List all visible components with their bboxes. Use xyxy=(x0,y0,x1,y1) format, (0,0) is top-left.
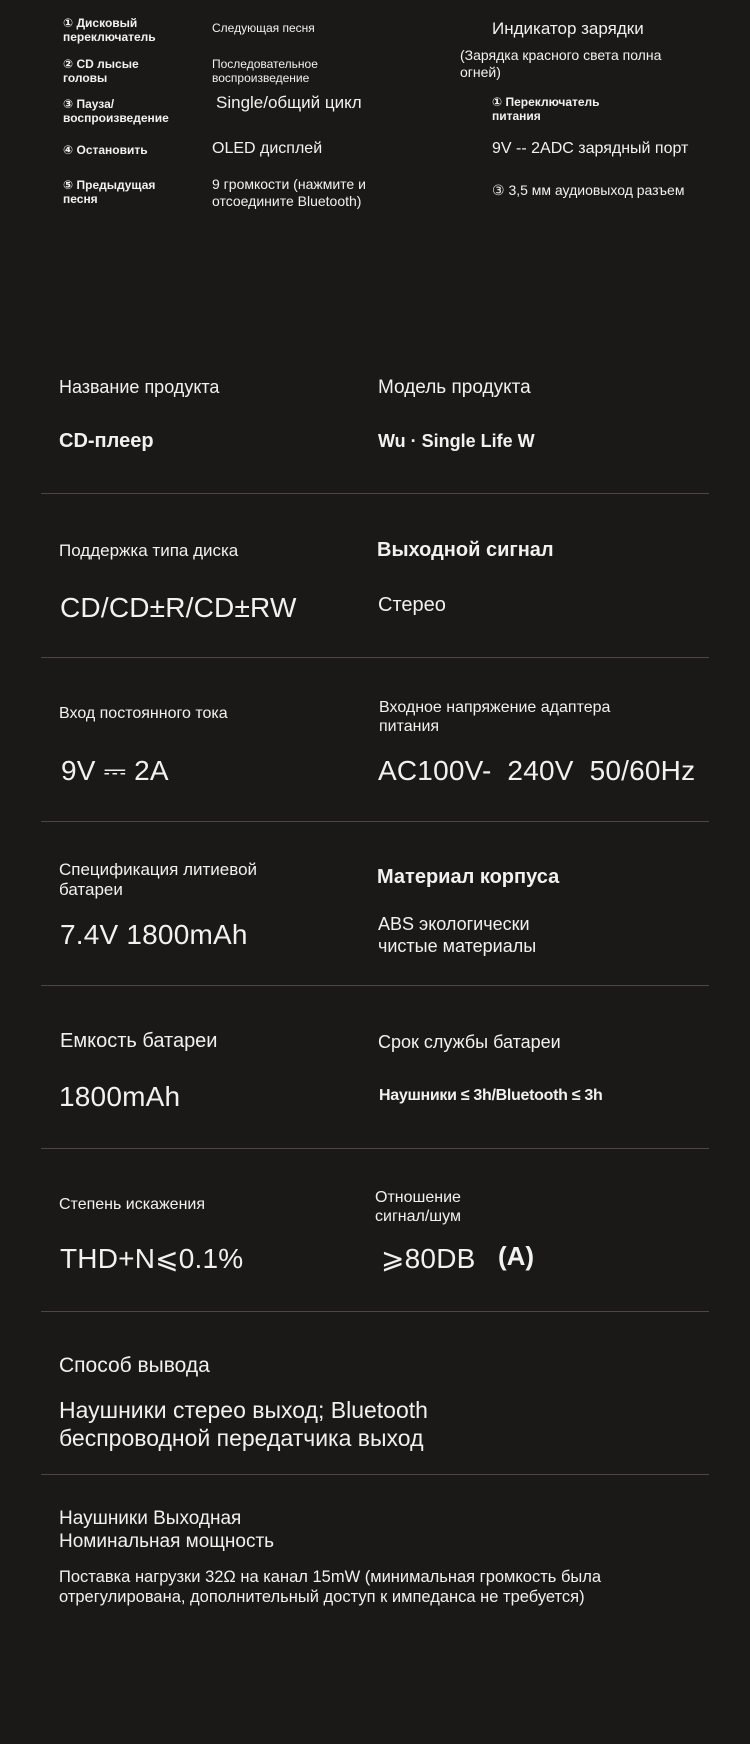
legend-item-oled-display: OLED дисплей xyxy=(212,140,323,157)
legend-item-volume: 9 громкости (нажмите и отсоедините Bluetooth) xyxy=(212,176,366,209)
legend-item-charge-note: (Зарядка красного света полна огней) xyxy=(460,47,662,80)
output-signal-value: Стерео xyxy=(378,594,446,616)
model-label: Модель продукта xyxy=(378,377,531,398)
dc-input-label: Вход постоянного тока xyxy=(59,705,228,722)
output-method-value: Наушники стерео выход; Bluetooth беспроводной передатчика выход xyxy=(59,1397,428,1452)
legend-item-audio-out: ③ 3,5 мм аудиовыход разъем xyxy=(492,182,685,198)
legend-item-sequential-play: Последовательное воспроизведение xyxy=(212,57,318,86)
divider xyxy=(41,1148,709,1149)
divider xyxy=(41,657,709,658)
snr-badge: (A) xyxy=(498,1241,535,1271)
battery-life-value: Наушники ≤ 3h/Bluetooth ≤ 3h xyxy=(379,1087,603,1104)
legend-item-previous-song: ⑤ Предыдущая песня xyxy=(63,178,156,207)
battery-life-label: Срок службы батареи xyxy=(378,1032,561,1052)
divider xyxy=(41,985,709,986)
distortion-label: Степень искажения xyxy=(59,1196,206,1213)
model-value: Wu · Single Life W xyxy=(378,431,535,451)
battery-spec-value: 7.4V 1800mAh xyxy=(60,919,248,950)
distortion-value: THD+N⩽0.1% xyxy=(60,1243,244,1274)
headphone-power-label: Наушники Выходная Номинальная мощность xyxy=(59,1508,275,1552)
output-method-label: Способ вывода xyxy=(59,1354,210,1377)
disc-type-value: CD/CD±R/CD±RW xyxy=(60,592,297,623)
battery-capacity-value: 1800mAh xyxy=(59,1081,181,1112)
legend-item-power-switch: ① Переключатель питания xyxy=(492,95,600,124)
legend-item-play-pause: ③ Пауза/воспроизведение xyxy=(63,97,169,126)
legend-item-charging-port: 9V -- 2ADC зарядный порт xyxy=(492,140,689,157)
divider xyxy=(41,1311,709,1312)
snr-label: Отношение сигнал/шум xyxy=(375,1189,461,1226)
legend-item-disc-switch: ① Дисковый переключатель xyxy=(63,16,156,45)
legend-item-next-song: Следующая песня xyxy=(212,21,315,35)
dc-input-value: 9V ⎓ 2A xyxy=(61,755,169,786)
divider xyxy=(41,1474,709,1475)
battery-spec-label: Спецификация литиевой батареи xyxy=(59,860,258,900)
adapter-voltage-value: AC100V- 240V 50/60Hz xyxy=(378,755,696,786)
divider xyxy=(41,821,709,822)
battery-capacity-label: Емкость батареи xyxy=(60,1030,218,1052)
product-name-label: Название продукта xyxy=(59,377,220,397)
adapter-voltage-label: Входное напряжение адаптера питания xyxy=(379,699,611,736)
product-name-value: CD-плеер xyxy=(59,430,154,452)
housing-material-value: ABS экологически чистые материалы xyxy=(378,914,537,956)
headphone-power-value: Поставка нагрузки 32Ω на канал 15mW (минимальная громкость была отрегулирована, дополнительный доступ к импеданса не требуется) xyxy=(59,1568,602,1607)
legend-item-stop: ④ Остановить xyxy=(63,143,148,157)
divider xyxy=(41,493,709,494)
output-signal-label: Выходной сигнал xyxy=(377,539,554,561)
legend-item-charge-indicator: Индикатор зарядки xyxy=(492,19,644,38)
disc-type-label: Поддержка типа диска xyxy=(59,541,239,560)
legend-item-cd-heads: ② CD лысые головы xyxy=(63,57,139,86)
housing-material-label: Материал корпуса xyxy=(377,866,560,888)
snr-value: ⩾80DB xyxy=(381,1243,476,1274)
legend-item-single-cycle: Single/общий цикл xyxy=(216,93,362,112)
